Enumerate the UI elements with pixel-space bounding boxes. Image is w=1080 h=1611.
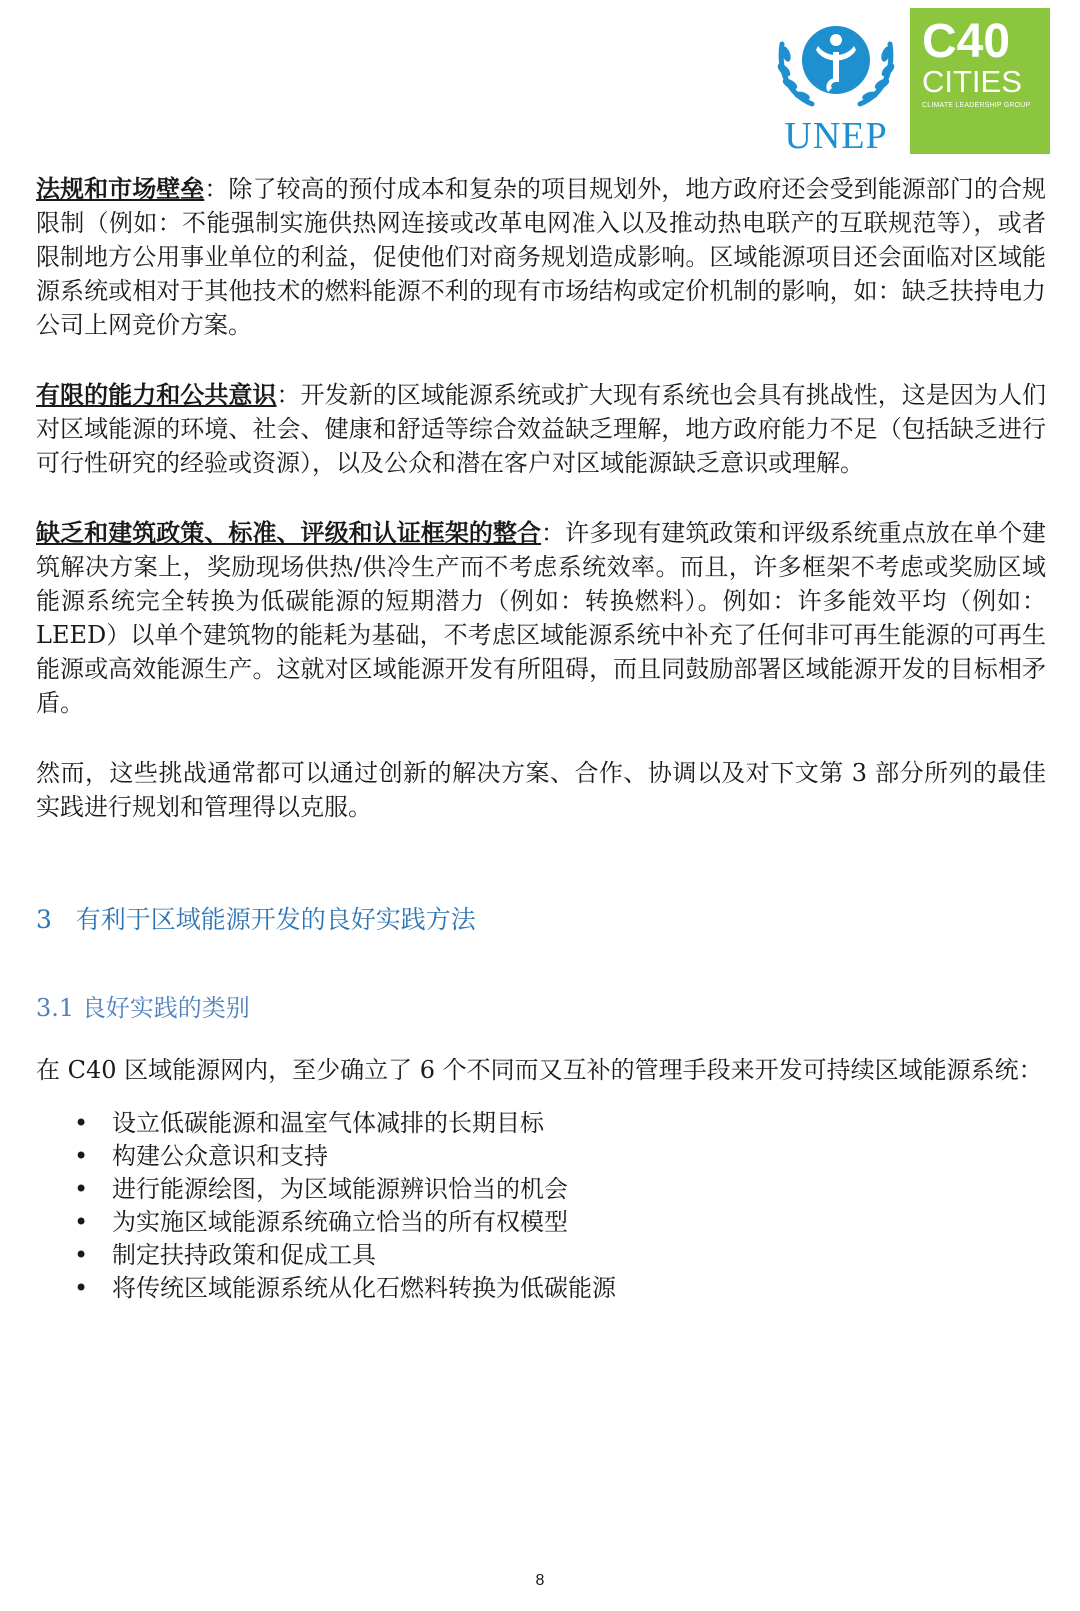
paragraph-market-barriers bbox=[36, 172, 1046, 342]
list-item: • 进行能源绘图，为区域能源辨识恰当的机会 bbox=[36, 1173, 1046, 1206]
paragraph-limited-capacity bbox=[36, 378, 1046, 480]
paragraph-text: ：许多现有建筑政策和评级系统重点放在单个建筑解决方案上，奖励现场供热/供冷生产而不考虑系统效率。而且，许多框架不考虑或奖励区域能源系统完全转换为低碳能源的短期潜力（例如：转换燃料）。例如：许多能效平均（例如：LEED）以单个建筑物的能耗为基础，不考虑区域能源系统中补充了任何非可再生能源的可再生能源或高效能源生产。这就对区域能源开发有所阻碍，而且同鼓励部署区域能源开发的目标相矛盾。 bbox=[36, 519, 1047, 717]
c40-logo bbox=[910, 8, 1050, 154]
paragraph-building-policy bbox=[36, 516, 1046, 720]
bullet-icon: • bbox=[74, 1208, 89, 1236]
intro-paragraph: 在 C40 区域能源网内，至少确立了 6 个不同而又互补的管理手段来开发可持续区域能源系统： bbox=[36, 1056, 1043, 1084]
bullet-icon: • bbox=[74, 1274, 89, 1302]
paragraph-conclusion: 然而，这些挑战通常都可以通过创新的解决方案、合作、协调以及对下文第 3 部分所列的最佳实践进行规划和管理得以克服。 bbox=[36, 759, 1046, 821]
term-market-barriers: 法规和市场壁垒 bbox=[36, 174, 205, 203]
page-number: 8 bbox=[535, 1572, 545, 1589]
paragraph-text: ：开发新的区域能源系统或扩大现有系统也会具有挑战性，这是因为人们对区域能源的环境、社会、健康和舒适等综合效益缺乏理解，地方政府能力不足（包括缺乏进行可行性研究的经验或资源），以及公众和潜在客户对区域能源缺乏意识或理解。 bbox=[36, 381, 1047, 477]
unep-wordmark: UNEP bbox=[784, 115, 888, 157]
bullet-icon: • bbox=[74, 1241, 89, 1269]
bullet-icon: • bbox=[74, 1142, 89, 1170]
section-heading bbox=[36, 900, 1046, 936]
subsection-number: 3.1 bbox=[36, 994, 75, 1022]
section-number: 3 bbox=[36, 905, 52, 934]
list-item: • 将传统区域能源系统从化石燃料转换为低碳能源 bbox=[36, 1272, 1046, 1305]
list-item: • 构建公众意识和支持 bbox=[36, 1140, 1046, 1173]
list-item: • 制定扶持政策和促成工具 bbox=[36, 1239, 1046, 1272]
c40-name: C40 bbox=[922, 15, 1011, 68]
subsection-title: 良好实践的类别 bbox=[81, 994, 250, 1022]
bullet-icon: • bbox=[74, 1175, 89, 1203]
document-body bbox=[36, 172, 1046, 1305]
header-logos bbox=[772, 8, 1050, 157]
unep-emblem-icon bbox=[772, 8, 900, 114]
term-limited-capacity: 有限的能力和公共意识 bbox=[36, 380, 277, 409]
paragraph-text: ：除了较高的预付成本和复杂的项目规划外，地方政府还会受到能源部门的合规限制（例如：不能强制实施供热网连接或改革电网准入以及推动热电联产的互联规范等），或者限制地方公用事业单位的利益，促使他们对商务规划造成影响。区域能源项目还会面临对区域能源系统或相对于其他技术的燃料能源不利的现有市场结构或定价机制的影响，如：缺乏扶持电力公司上网竞价方案。 bbox=[36, 175, 1046, 339]
practice-list bbox=[36, 1107, 1046, 1305]
c40-cities: CITIES bbox=[922, 64, 1022, 99]
list-item: • 设立低碳能源和温室气体减排的长期目标 bbox=[36, 1107, 1046, 1140]
list-item: • 为实施区域能源系统确立恰当的所有权模型 bbox=[36, 1206, 1046, 1239]
section-title: 有利于区域能源开发的良好实践方法 bbox=[75, 905, 476, 934]
bullet-icon: • bbox=[74, 1109, 89, 1137]
term-building-policy: 缺乏和建筑政策、标准、评级和认证框架的整合 bbox=[36, 518, 542, 547]
subsection-heading bbox=[36, 988, 1046, 1023]
c40-subtitle: CLIMATE LEADERSHIP GROUP bbox=[922, 102, 1031, 109]
unep-logo bbox=[772, 8, 900, 157]
